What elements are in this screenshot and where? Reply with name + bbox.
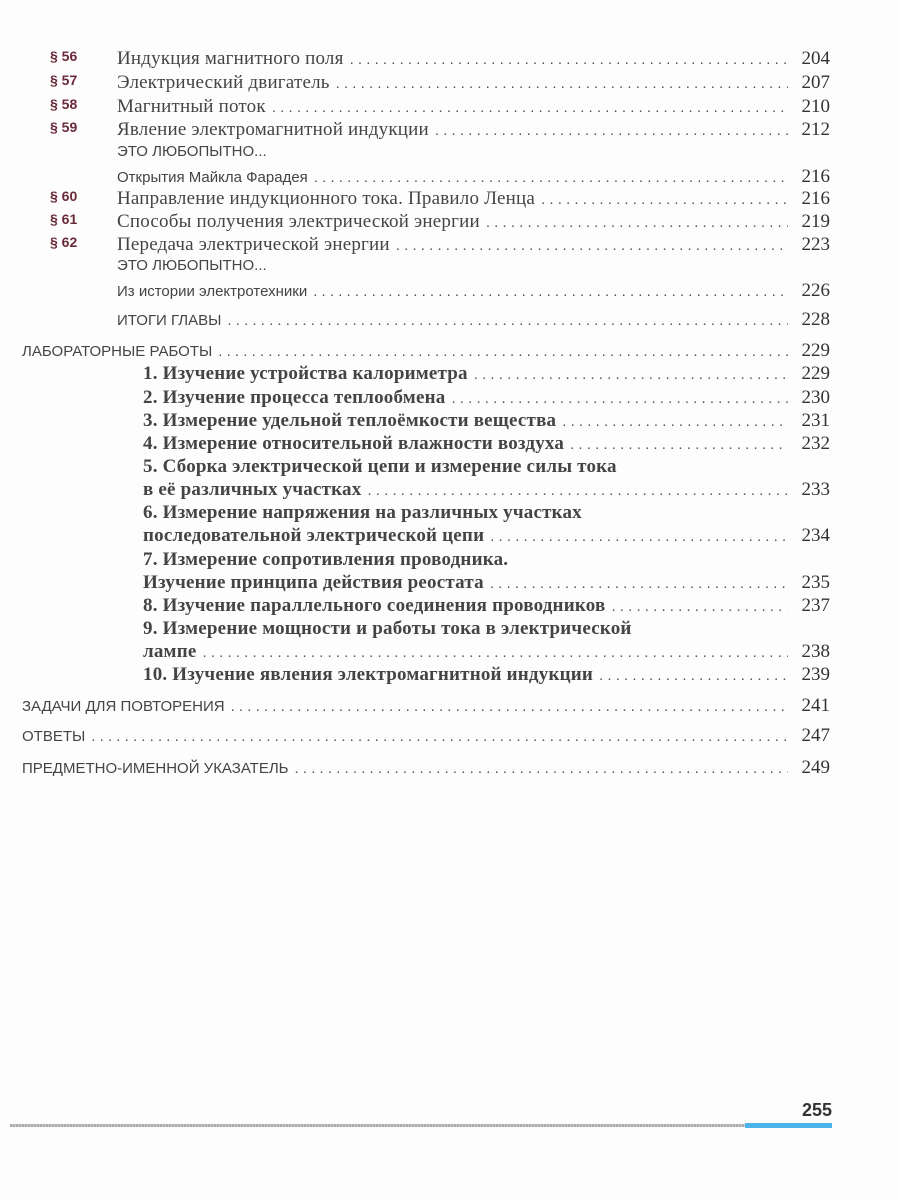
entry-page: 249 [801, 757, 830, 778]
toc-entry [143, 410, 830, 432]
dot-leader [227, 312, 788, 329]
toc-entry [117, 166, 830, 188]
entry-title: ЗАДАЧИ ДЛЯ ПОВТОРЕНИЯ [22, 698, 225, 715]
toc-heading-line: ЭТО ЛЮБОПЫТНО... [117, 257, 267, 274]
entry-title: Явление электромагнитной индукции [117, 119, 429, 140]
entry-title: 3. Измерение удельной теплоёмкости вещества [143, 410, 557, 431]
toc-entry [50, 188, 830, 210]
dot-leader [367, 482, 788, 499]
entry-page: 247 [801, 725, 830, 746]
dot-leader [486, 214, 788, 231]
entry-title: последовательной электрической цепи [143, 525, 485, 546]
entry-page: 229 [801, 363, 830, 384]
toc-entry [143, 525, 830, 547]
dot-leader [541, 191, 788, 208]
entry-title: 10. Изучение явления электромагнитной индукции [143, 664, 594, 685]
entry-title: Электрический двигатель [117, 72, 330, 93]
entry-title: 4. Измерение относительной влажности воздуха [143, 433, 565, 454]
entry-title: ЛАБОРАТОРНЫЕ РАБОТЫ [22, 343, 213, 360]
toc-entry [143, 664, 830, 686]
entry-page: 235 [801, 572, 830, 593]
entry-page: 238 [801, 641, 830, 662]
toc-heading-line: 9. Измерение мощности и работы тока в электрической [143, 618, 632, 639]
section-number: § 60 [50, 188, 78, 204]
entry-page: 232 [801, 433, 830, 454]
entry-page: 237 [801, 595, 830, 616]
dot-leader [611, 598, 788, 615]
toc-entry [143, 595, 830, 617]
toc-entry [50, 234, 830, 256]
section-number: § 61 [50, 211, 78, 227]
entry-page: 229 [801, 340, 830, 361]
dot-leader [599, 667, 788, 684]
toc-heading-line: ЭТО ЛЮБОПЫТНО... [117, 143, 267, 160]
toc-entry [143, 433, 830, 455]
entry-title: Открытия Майкла Фарадея [117, 169, 308, 186]
toc-entry [143, 479, 830, 501]
dot-leader [91, 728, 788, 745]
dot-leader [562, 413, 788, 430]
entry-page: 210 [801, 96, 830, 117]
entry-title: ОТВЕТЫ [22, 728, 86, 745]
entry-title: 1. Изучение устройства калориметра [143, 363, 468, 384]
dot-leader [570, 436, 788, 453]
dot-leader [490, 575, 788, 592]
dot-leader [313, 283, 788, 300]
entry-page: 241 [801, 695, 830, 716]
entry-page: 230 [801, 387, 830, 408]
toc-entry [50, 211, 830, 233]
toc-entry [50, 48, 830, 70]
entry-page: 226 [801, 280, 830, 301]
entry-title: Изучение принципа действия реостата [143, 572, 484, 593]
toc-entry [143, 641, 830, 663]
entry-page: 212 [801, 119, 830, 140]
entry-title: Из истории электротехники [117, 283, 308, 300]
section-number: § 62 [50, 234, 78, 250]
toc-entry [50, 72, 830, 94]
toc-heading-line: 6. Измерение напряжения на различных участках [143, 502, 582, 523]
footer-rule [10, 1124, 745, 1127]
entry-page: 219 [801, 211, 830, 232]
toc-entry [143, 387, 830, 409]
toc-entry [117, 309, 830, 331]
entry-page: 204 [801, 48, 830, 69]
entry-title: Индукция магнитного поля [117, 48, 344, 69]
toc-entry [143, 363, 830, 385]
entry-title: Направление индукционного тока. Правило Ленца [117, 188, 536, 209]
entry-title: в её различных участках [143, 479, 362, 500]
toc-entry [22, 695, 830, 717]
dot-leader [218, 343, 788, 360]
entry-page: 231 [801, 410, 830, 431]
page-number: 255 [801, 1100, 832, 1120]
dot-leader [336, 75, 788, 92]
section-number: § 57 [50, 72, 78, 88]
toc-heading-line: 7. Измерение сопротивления проводника. [143, 549, 509, 570]
entry-page: 223 [801, 234, 830, 255]
dot-leader [474, 366, 788, 383]
entry-title: лампе [143, 641, 197, 662]
entry-title: ПРЕДМЕТНО-ИМЕННОЙ УКАЗАТЕЛЬ [22, 760, 289, 777]
dot-leader [202, 644, 788, 661]
toc-entry [22, 757, 830, 779]
dot-leader [490, 528, 788, 545]
section-number: § 56 [50, 48, 78, 64]
toc-entry [143, 572, 830, 594]
entry-page: 216 [801, 166, 830, 187]
entry-title: Магнитный поток [117, 96, 266, 117]
toc-entry [50, 119, 830, 141]
dot-leader [231, 698, 788, 715]
dot-leader [272, 99, 788, 116]
entry-title: Способы получения электрической энергии [117, 211, 480, 232]
footer-accent-bar [745, 1123, 832, 1128]
toc-entry [22, 340, 830, 362]
entry-page: 228 [801, 309, 830, 330]
section-number: § 59 [50, 119, 78, 135]
dot-leader [350, 51, 788, 68]
entry-page: 216 [801, 188, 830, 209]
dot-leader [314, 169, 788, 186]
dot-leader [295, 760, 788, 777]
entry-page: 234 [801, 525, 830, 546]
dot-leader [435, 122, 788, 139]
entry-title: 2. Изучение процесса теплообмена [143, 387, 446, 408]
entry-title: ИТОГИ ГЛАВЫ [117, 312, 222, 329]
toc-entry [22, 725, 830, 747]
dot-leader [451, 390, 788, 407]
entry-page: 239 [801, 664, 830, 685]
entry-page: 233 [801, 479, 830, 500]
toc-heading-line: 5. Сборка электрической цепи и измерение силы тока [143, 456, 617, 477]
toc-entry [117, 280, 830, 302]
entry-title: 8. Изучение параллельного соединения проводников [143, 595, 606, 616]
dot-leader [396, 237, 788, 254]
entry-page: 207 [801, 72, 830, 93]
section-number: § 58 [50, 96, 78, 112]
toc-entry [50, 96, 830, 118]
entry-title: Передача электрической энергии [117, 234, 390, 255]
